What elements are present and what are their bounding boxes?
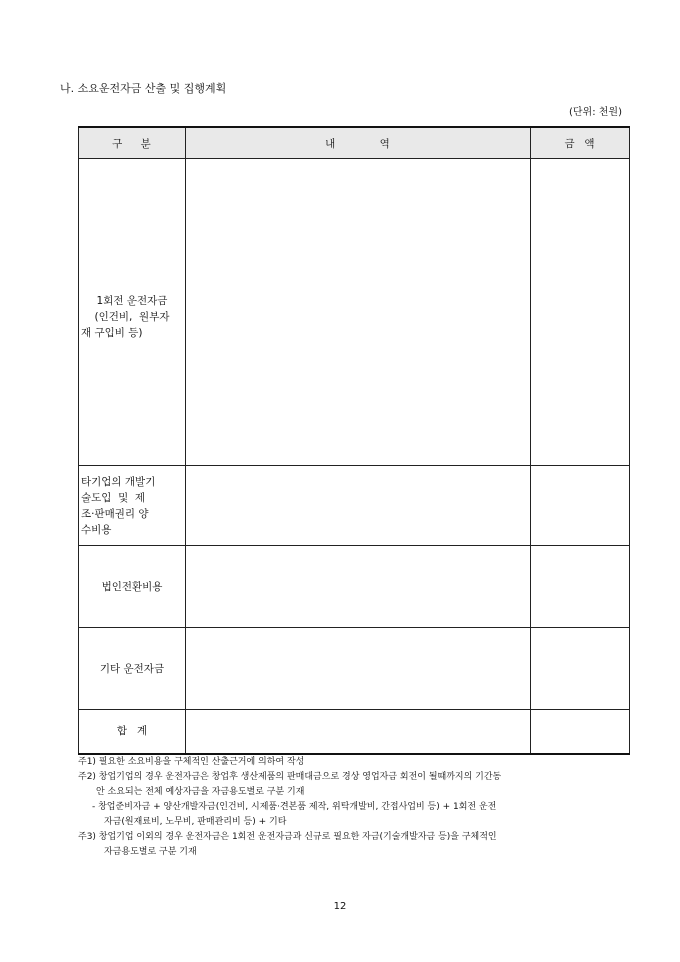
row-label-tech-acquisition: 타기업의 개발기 술도입 및 제 조·판매권리 양 수비용 [79, 466, 186, 546]
row-label-incorporation: 법인전환비용 [79, 546, 186, 628]
note-2: 주2) 창업기업의 경우 운전자금은 창업후 생산제품의 판매대금으로 경상 영업자금 회전이 될때까지의 기간동 [78, 772, 502, 782]
header-amount: 금 액 [531, 127, 630, 159]
section-title: 나. 소요운전자금 산출 및 집행계획 [60, 82, 227, 95]
page-number: 12 [333, 901, 347, 912]
note-2-cont: 안 소요되는 전체 예상자금을 자금용도별로 구분 기재 [96, 787, 305, 797]
row-label-cycle-capital: 1회전 운전자금 (인건비, 원부자 재 구입비 등) [79, 159, 186, 466]
amount-cell[interactable] [531, 466, 630, 546]
table-row [79, 466, 630, 546]
table-row [79, 546, 630, 628]
note-2-item: - 창업준비자금 + 양산개발자금(인건비, 시제품·견본품 제작, 위탁개발비, 간접사업비 등) + 1회전 운전 [92, 802, 497, 812]
note-3: 주3) 창업기업 이외의 경우 운전자금은 1회전 운전자금과 신규로 필요한 자금(기술개발자금 등)을 구체적인 [78, 832, 497, 842]
amount-cell[interactable] [531, 628, 630, 710]
amount-cell[interactable] [531, 159, 630, 466]
working-capital-table [78, 126, 630, 755]
footnotes [78, 755, 638, 860]
details-cell[interactable] [186, 546, 531, 628]
details-cell[interactable] [186, 159, 531, 466]
note-2-item-cont: 자금(원재료비, 노무비, 판매관리비 등) + 기타 [104, 817, 287, 827]
header-category: 구 분 [79, 127, 186, 159]
row-label-total: 합 계 [79, 710, 186, 754]
note-1: 주1) 필요한 소요비용을 구체적인 산출근거에 의하여 작성 [78, 757, 305, 767]
row-label-other: 기타 운전자금 [79, 628, 186, 710]
amount-cell[interactable] [531, 546, 630, 628]
details-cell[interactable] [186, 628, 531, 710]
table-row [79, 159, 630, 466]
details-cell[interactable] [186, 466, 531, 546]
table-header-row [79, 127, 630, 159]
details-cell[interactable] [186, 710, 531, 754]
table-row [79, 628, 630, 710]
header-details: 내 역 [186, 127, 531, 159]
unit-label: (단위: 천원) [569, 107, 622, 118]
amount-cell[interactable] [531, 710, 630, 754]
note-3-cont: 자금용도별로 구분 기재 [104, 847, 197, 857]
table-row-total [79, 710, 630, 754]
